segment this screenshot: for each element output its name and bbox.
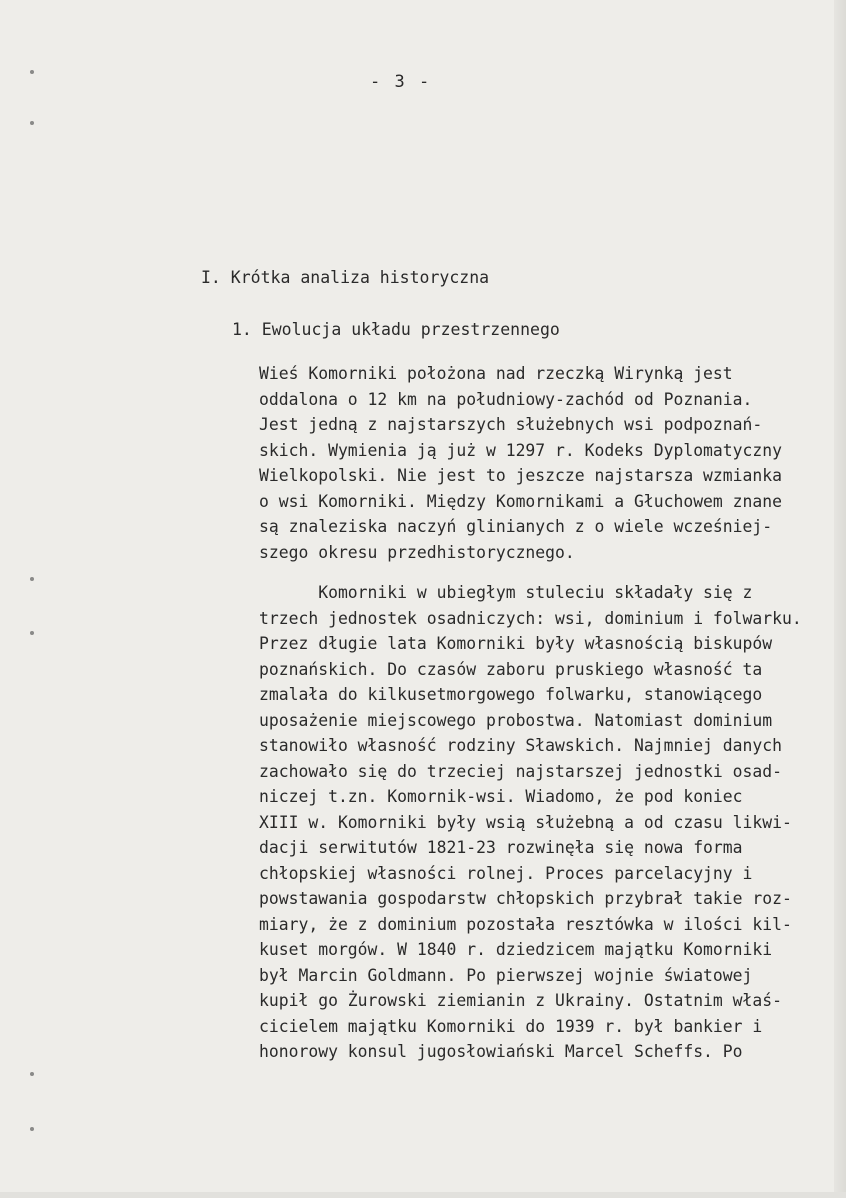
binding-hole-mark — [30, 70, 34, 74]
text-line: cicielem majątku Komorniki do 1939 r. był bankier i — [259, 1016, 763, 1036]
page-number: - 3 - — [370, 72, 432, 92]
text-line: XIII w. Komorniki były wsią służebną a od czasu likwi- — [259, 812, 792, 832]
binding-hole-mark — [30, 577, 34, 581]
text-line: szego okresu przedhistorycznego. — [259, 542, 575, 562]
paragraph-2 — [259, 580, 846, 1065]
text-line: poznańskich. Do czasów zaboru pruskiego własność ta — [259, 659, 763, 679]
text-line: Przez długie lata Komorniki były własnością biskupów — [259, 634, 773, 653]
text-line: Jest jedną z najstarszych służebnych wsi podpoznań- — [259, 415, 763, 434]
text-line: kuset morgów. W 1840 r. dziedzicem majątku Komorniki — [259, 940, 773, 959]
text-line: miary, że z dominium pozostała resztówka w ilości kil- — [259, 914, 792, 934]
text-line: stanowiło własność rodziny Sławskich. Najmniej danych — [259, 736, 783, 755]
text-line: zachowało się do trzeciej najstarszej jednostki osad- — [259, 761, 783, 781]
text-line: zmalała do kilkusetmorgowego folwarku, stanowiącego — [259, 685, 763, 704]
text-line: uposażenie miejscowego probostwa. Natomiast dominium — [259, 710, 773, 730]
text-line: trzech jednostek osadniczych: wsi, dominium i folwarku. — [259, 608, 802, 628]
text-line: honorowy konsul jugosłowiański Marcel Scheffs. Po — [259, 1042, 743, 1061]
page-bottom-edge — [0, 1192, 846, 1198]
binding-hole-mark — [30, 1127, 34, 1131]
text-line: powstawania gospodarstw chłopskich przybrał takie roz- — [259, 889, 792, 908]
section-heading: I. Krótka analiza historyczna — [201, 268, 490, 287]
text-line: Wielkopolski. Nie jest to jeszcze najstarsza wzmianka — [259, 466, 783, 485]
binding-hole-mark — [30, 121, 34, 125]
text-line: skich. Wymienia ją już w 1297 r. Kodeks Dyplomatyczny — [259, 440, 783, 460]
text-line: niczej t.zn. Komornik-wsi. Wiadomo, że pod koniec — [259, 787, 743, 806]
text-line: kupił go Żurowski ziemianin z Ukrainy. Ostatnim właś- — [259, 991, 783, 1010]
text-line: Komorniki w ubiegłym stuleciu składały się z — [259, 583, 753, 602]
binding-hole-mark — [30, 631, 34, 635]
text-line: Wieś Komorniki położona nad rzeczką Wirynką jest — [259, 364, 733, 383]
text-line: dacji serwitutów 1821-23 rozwinęła się nowa forma — [259, 838, 743, 857]
text-line: są znaleziska naczyń glinianych z o wiele wcześniej- — [259, 517, 773, 536]
binding-hole-mark — [30, 1072, 34, 1076]
text-line: oddalona o 12 km na południowy-zachód od Poznania. — [259, 389, 753, 409]
paragraph-1 — [259, 361, 846, 565]
text-line: o wsi Komorniki. Między Komornikami a Głuchowem znane — [259, 491, 783, 511]
text-line: był Marcin Goldmann. Po pierwszej wojnie światowej — [259, 965, 753, 985]
subsection-heading: 1. Ewolucja układu przestrzennego — [232, 320, 560, 339]
text-line: chłopskiej własności rolnej. Proces parcelacyjny i — [259, 863, 753, 883]
